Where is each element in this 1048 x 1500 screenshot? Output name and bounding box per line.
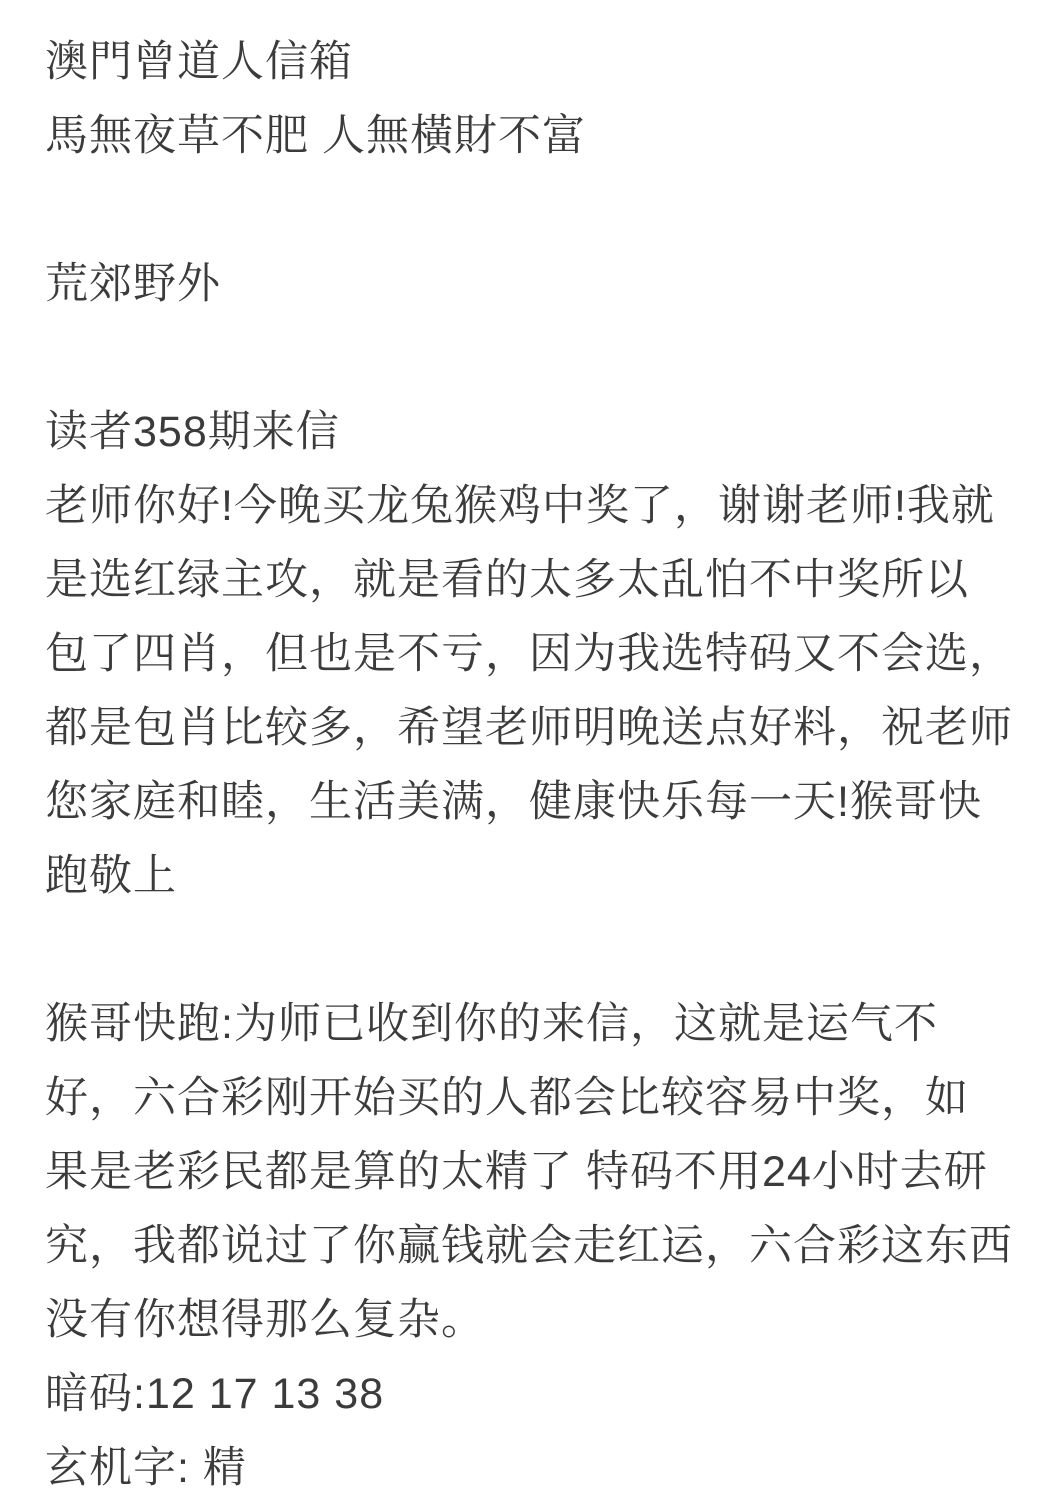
header-title: 澳門曾道人信箱 — [45, 38, 353, 86]
letter-line: 老师你好!今晚买龙兔猴鸡中奖了，谢谢老师!我就 — [45, 482, 995, 530]
scene-label: 荒郊野外 — [45, 260, 221, 308]
letter-line: 您家庭和睦，生活美满，健康快乐每一天!猴哥快 — [45, 778, 982, 826]
blank-line — [45, 321, 1028, 395]
reply-line: 好，六合彩刚开始买的人都会比较容易中奖，如 — [45, 1074, 969, 1122]
blank-line — [45, 173, 1028, 247]
header-motto: 馬無夜草不肥 人無橫財不富 — [45, 112, 586, 160]
blank-line — [45, 913, 1028, 987]
letter-line: 跑敬上 — [45, 852, 177, 900]
mystery-word-line: 玄机字: 精 — [45, 1444, 247, 1492]
letter-line: 是选红绿主攻，就是看的太多太乱怕不中奖所以 — [45, 556, 969, 604]
reply-line: 果是老彩民都是算的太精了 特码不用24小时去研 — [45, 1148, 988, 1196]
dark-code-line: 暗码:12 17 13 38 — [45, 1370, 385, 1418]
reply-line: 没有你想得那么复杂。 — [45, 1296, 485, 1344]
letter-heading: 读者358期来信 — [45, 408, 340, 456]
reply-line: 究，我都说过了你赢钱就会走红运，六合彩这东西 — [45, 1222, 1013, 1270]
reply-line: 猴哥快跑:为师已收到你的来信，这就是运气不 — [45, 1000, 938, 1048]
letter-line: 都是包肖比较多，希望老师明晚送点好料，祝老师 — [45, 704, 1013, 752]
letter-line: 包了四肖，但也是不亏，因为我选特码又不会选， — [45, 630, 1013, 678]
